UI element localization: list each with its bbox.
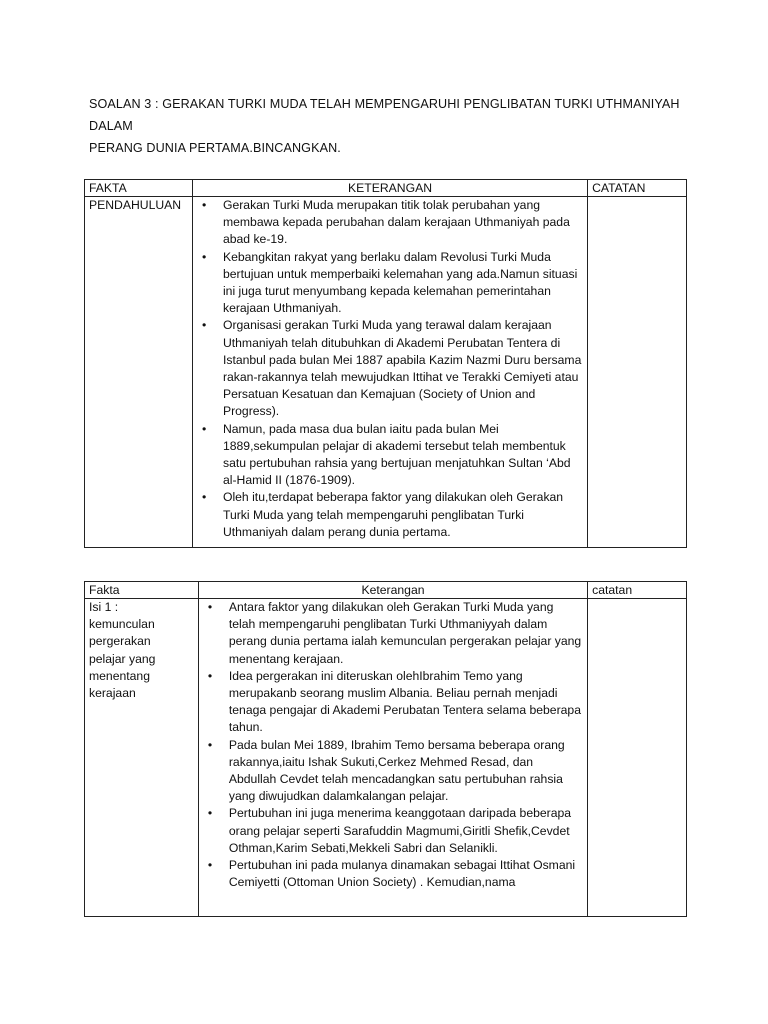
catatan-cell: [588, 197, 687, 548]
fakta-line: kemunculan: [89, 617, 155, 632]
list-item: • Idea pergerakan ini diteruskan olehIbrahim Temo yang merupakanb seorang muslim Albania. Beliau pernah menjadi tenaga pengajar di Akademi Perubatan Tentera selama beberapa tahun.: [203, 668, 583, 737]
header-fakta: FAKTA: [85, 180, 193, 197]
table-header-row: [85, 582, 687, 599]
fakta-line: menentang: [89, 668, 150, 683]
list-item: • Oleh itu,terdapat beberapa faktor yang dilakukan oleh Gerakan Turki Muda yang telah mempengaruhi penglibatan Turki Uthmaniyah dalam perang dunia pertama.: [197, 489, 583, 541]
bullet-list: [203, 599, 583, 891]
fakta-line: Isi 1 :: [89, 600, 119, 614]
header-keterangan: Keterangan: [198, 582, 587, 599]
list-item: • Organisasi gerakan Turki Muda yang terawal dalam kerajaan Uthmaniyah telah ditubuhkan di Akademi Perubatan Tentera di Istanbul pada bulan Mei 1887 apabila Kazim Nazmi Duru bersama rakan-rakannya telah mewujudkan Ittihat ve Terakki Cemiyeti atau Persatuan Kesatuan dan Kemajuan (Society of Union and Progress).: [197, 317, 583, 420]
list-item: • Gerakan Turki Muda merupakan titik tolak perubahan yang membawa kepada perubahan dalam kerajaan Uthmaniyah pada abad ke-19.: [197, 197, 583, 249]
header-catatan: CATATAN: [588, 180, 687, 197]
header-keterangan: KETERANGAN: [192, 180, 587, 197]
question-heading: [89, 93, 689, 159]
table-pendahuluan: [84, 179, 687, 548]
fakta-line: pelajar yang: [89, 651, 156, 666]
catatan-cell: [588, 599, 687, 917]
keterangan-cell: [198, 599, 587, 917]
fakta-line: pergerakan: [89, 634, 151, 649]
header-fakta: Fakta: [85, 582, 199, 599]
fakta-line: kerajaan: [89, 686, 136, 701]
bullet-list: [197, 197, 583, 541]
list-item: • Antara faktor yang dilakukan oleh Gerakan Turki Muda yang telah mempengaruhi penglibatan Turki Uthmaniyyah dalam perang dunia pertama ialah kemunculan pergerakan pelajar yang menentang kerajaan.: [203, 599, 583, 668]
list-item: • Pada bulan Mei 1889, Ibrahim Temo bersama beberapa orang rakannya,iaitu Ishak Sukuti,Cerkez Mehmed Resad, dan Abdullah Cevdet telah mencadangkan satu pertubuhan rahsia yang diwujudkan dalamkalangan pelajar.: [203, 737, 583, 806]
list-item: • Pertubuhan ini juga menerima keanggotaan daripada beberapa orang pelajar seperti Sarafuddin Magmumi,Giritli Shefik,Cevdet Othman,Karim Sebati,Mekkeli Sabri dan Selanikli.: [203, 805, 583, 857]
fakta-cell: PENDAHULUAN: [85, 197, 193, 548]
table-header-row: [85, 180, 687, 197]
table-isi-1: [84, 581, 687, 917]
list-item: • Kebangkitan rakyat yang berlaku dalam Revolusi Turki Muda bertujuan untuk memperbaiki kelemahan yang ada.Namun situasi ini juga turut menyumbang kepada kelemahan pemerintahan kerajaan Uthmaniyah.: [197, 249, 583, 318]
keterangan-cell: [192, 197, 587, 548]
question-line-1: SOALAN 3 : GERAKAN TURKI MUDA TELAH MEMPENGARUHI PENGLIBATAN TURKI UTHMANIYAH DALAM: [89, 97, 680, 133]
fakta-cell: [85, 599, 199, 917]
question-line-2: PERANG DUNIA PERTAMA.BINCANGKAN.: [89, 141, 341, 155]
list-item: • Namun, pada masa dua bulan iaitu pada bulan Mei 1889,sekumpulan pelajar di akademi tersebut telah membentuk satu pertubuhan rahsia yang bertujuan menjatuhkan Sultan ‘Abd al-Hamid II (1876-1909).: [197, 421, 583, 490]
table-row: [85, 197, 687, 548]
header-catatan: catatan: [588, 582, 687, 599]
table-row: [85, 599, 687, 917]
list-item: • Pertubuhan ini pada mulanya dinamakan sebagai Ittihat Osmani Cemiyetti (Ottoman Union Society) . Kemudian,nama: [203, 857, 583, 891]
